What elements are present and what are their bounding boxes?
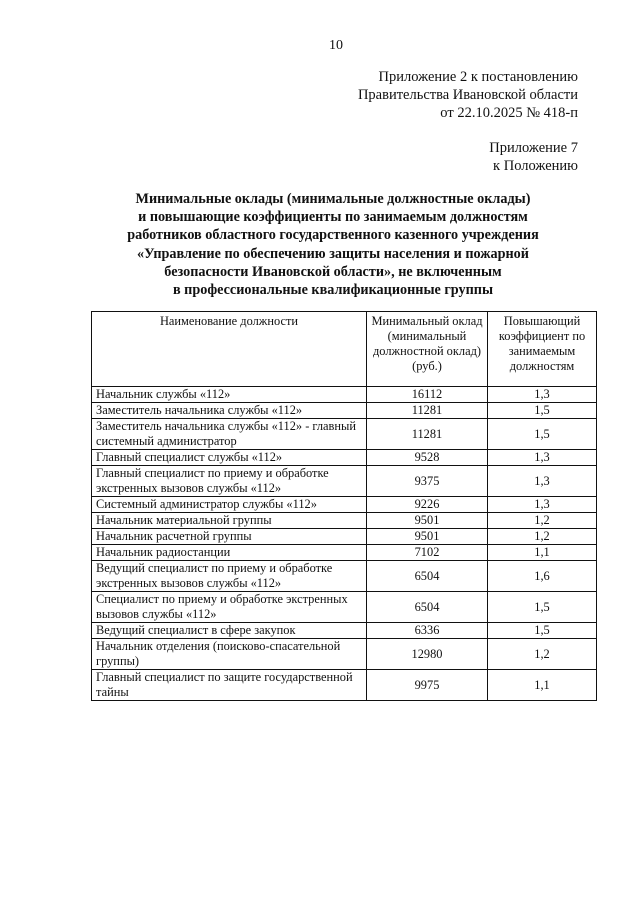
appendix-subheader [489,139,578,175]
min-salary-cell: 9501 [367,513,488,529]
min-salary-cell: 9975 [367,670,488,701]
page-number: 10 [329,38,343,53]
position-name-cell: Заместитель начальника службы «112» [92,403,367,419]
min-salary-cell: 11281 [367,419,488,450]
coefficient-cell: 1,1 [488,545,597,561]
min-salary-cell: 6504 [367,561,488,592]
position-name-cell: Начальник расчетной группы [92,529,367,545]
coefficient-cell: 1,1 [488,670,597,701]
header-min-salary: Минимальный оклад (минимальный должностной оклад) (руб.) [367,312,488,387]
position-name-cell: Главный специалист по защите государственной тайны [92,670,367,701]
title-line: и повышающие коэффициенты по занимаемым должностям [138,209,528,226]
coefficient-cell: 1,5 [488,403,597,419]
coefficient-cell: 1,2 [488,513,597,529]
appendix-sub-line: к Положению [493,158,578,174]
table-row [92,387,597,403]
header-position-name: Наименование должности [92,312,367,387]
coefficient-cell: 1,6 [488,561,597,592]
title-line: безопасности Ивановской области», не включенным [164,263,502,280]
coefficient-cell: 1,5 [488,419,597,450]
coefficient-cell: 1,3 [488,387,597,403]
title-line: работников областного государственного казенного учреждения [127,227,539,244]
position-name-cell: Главный специалист службы «112» [92,450,367,466]
min-salary-cell: 9226 [367,497,488,513]
table-row [92,513,597,529]
coefficient-cell: 1,3 [488,497,597,513]
title-line: «Управление по обеспечению защиты населения и пожарной [137,245,529,262]
document-title [90,190,576,299]
table-row [92,561,597,592]
min-salary-cell: 12980 [367,639,488,670]
appendix-sub-line: Приложение 7 [489,140,578,156]
appendix-header-line: от 22.10.2025 № 418-п [440,105,578,121]
min-salary-cell: 7102 [367,545,488,561]
table-row [92,450,597,466]
title-line: Минимальные оклады (минимальные должностные оклады) [135,191,531,207]
position-name-cell: Специалист по приему и обработке экстренных вызовов службы «112» [92,592,367,623]
coefficient-cell: 1,5 [488,623,597,639]
table-header-row [92,312,597,387]
position-name-cell: Системный администратор службы «112» [92,497,367,513]
min-salary-cell: 11281 [367,403,488,419]
min-salary-cell: 9528 [367,450,488,466]
min-salary-cell: 9375 [367,466,488,497]
table-row [92,623,597,639]
appendix-header-line: Правительства Ивановской области [357,87,578,103]
table-row [92,592,597,623]
position-name-cell: Начальник отделения (поисково-спасательной группы) [92,639,367,670]
min-salary-cell: 9501 [367,529,488,545]
coefficient-cell: 1,2 [488,529,597,545]
table-row [92,639,597,670]
header-coefficient: Повышающий коэффициент по занимаемым должностям [488,312,597,387]
coefficient-cell: 1,2 [488,639,597,670]
min-salary-cell: 6504 [367,592,488,623]
coefficient-cell: 1,3 [488,450,597,466]
min-salary-cell: 6336 [367,623,488,639]
salary-table [91,311,597,701]
appendix-header [358,68,578,122]
table-row [92,403,597,419]
coefficient-cell: 1,5 [488,592,597,623]
position-name-cell: Ведущий специалист по приему и обработке экстренных вызовов службы «112» [92,561,367,592]
position-name-cell: Главный специалист по приему и обработке экстренных вызовов службы «112» [92,466,367,497]
appendix-header-line: Приложение 2 к постановлению [378,69,578,85]
min-salary-cell: 16112 [367,387,488,403]
table-row [92,419,597,450]
table-row [92,670,597,701]
position-name-cell: Начальник радиостанции [92,545,367,561]
table-row [92,545,597,561]
table-row [92,466,597,497]
position-name-cell: Начальник службы «112» [92,387,367,403]
table-row [92,529,597,545]
title-line: в профессиональные квалификационные группы [172,282,494,299]
coefficient-cell: 1,3 [488,466,597,497]
position-name-cell: Начальник материальной группы [92,513,367,529]
table-row [92,497,597,513]
position-name-cell: Заместитель начальника службы «112» - главный системный администратор [92,419,367,450]
position-name-cell: Ведущий специалист в сфере закупок [92,623,367,639]
